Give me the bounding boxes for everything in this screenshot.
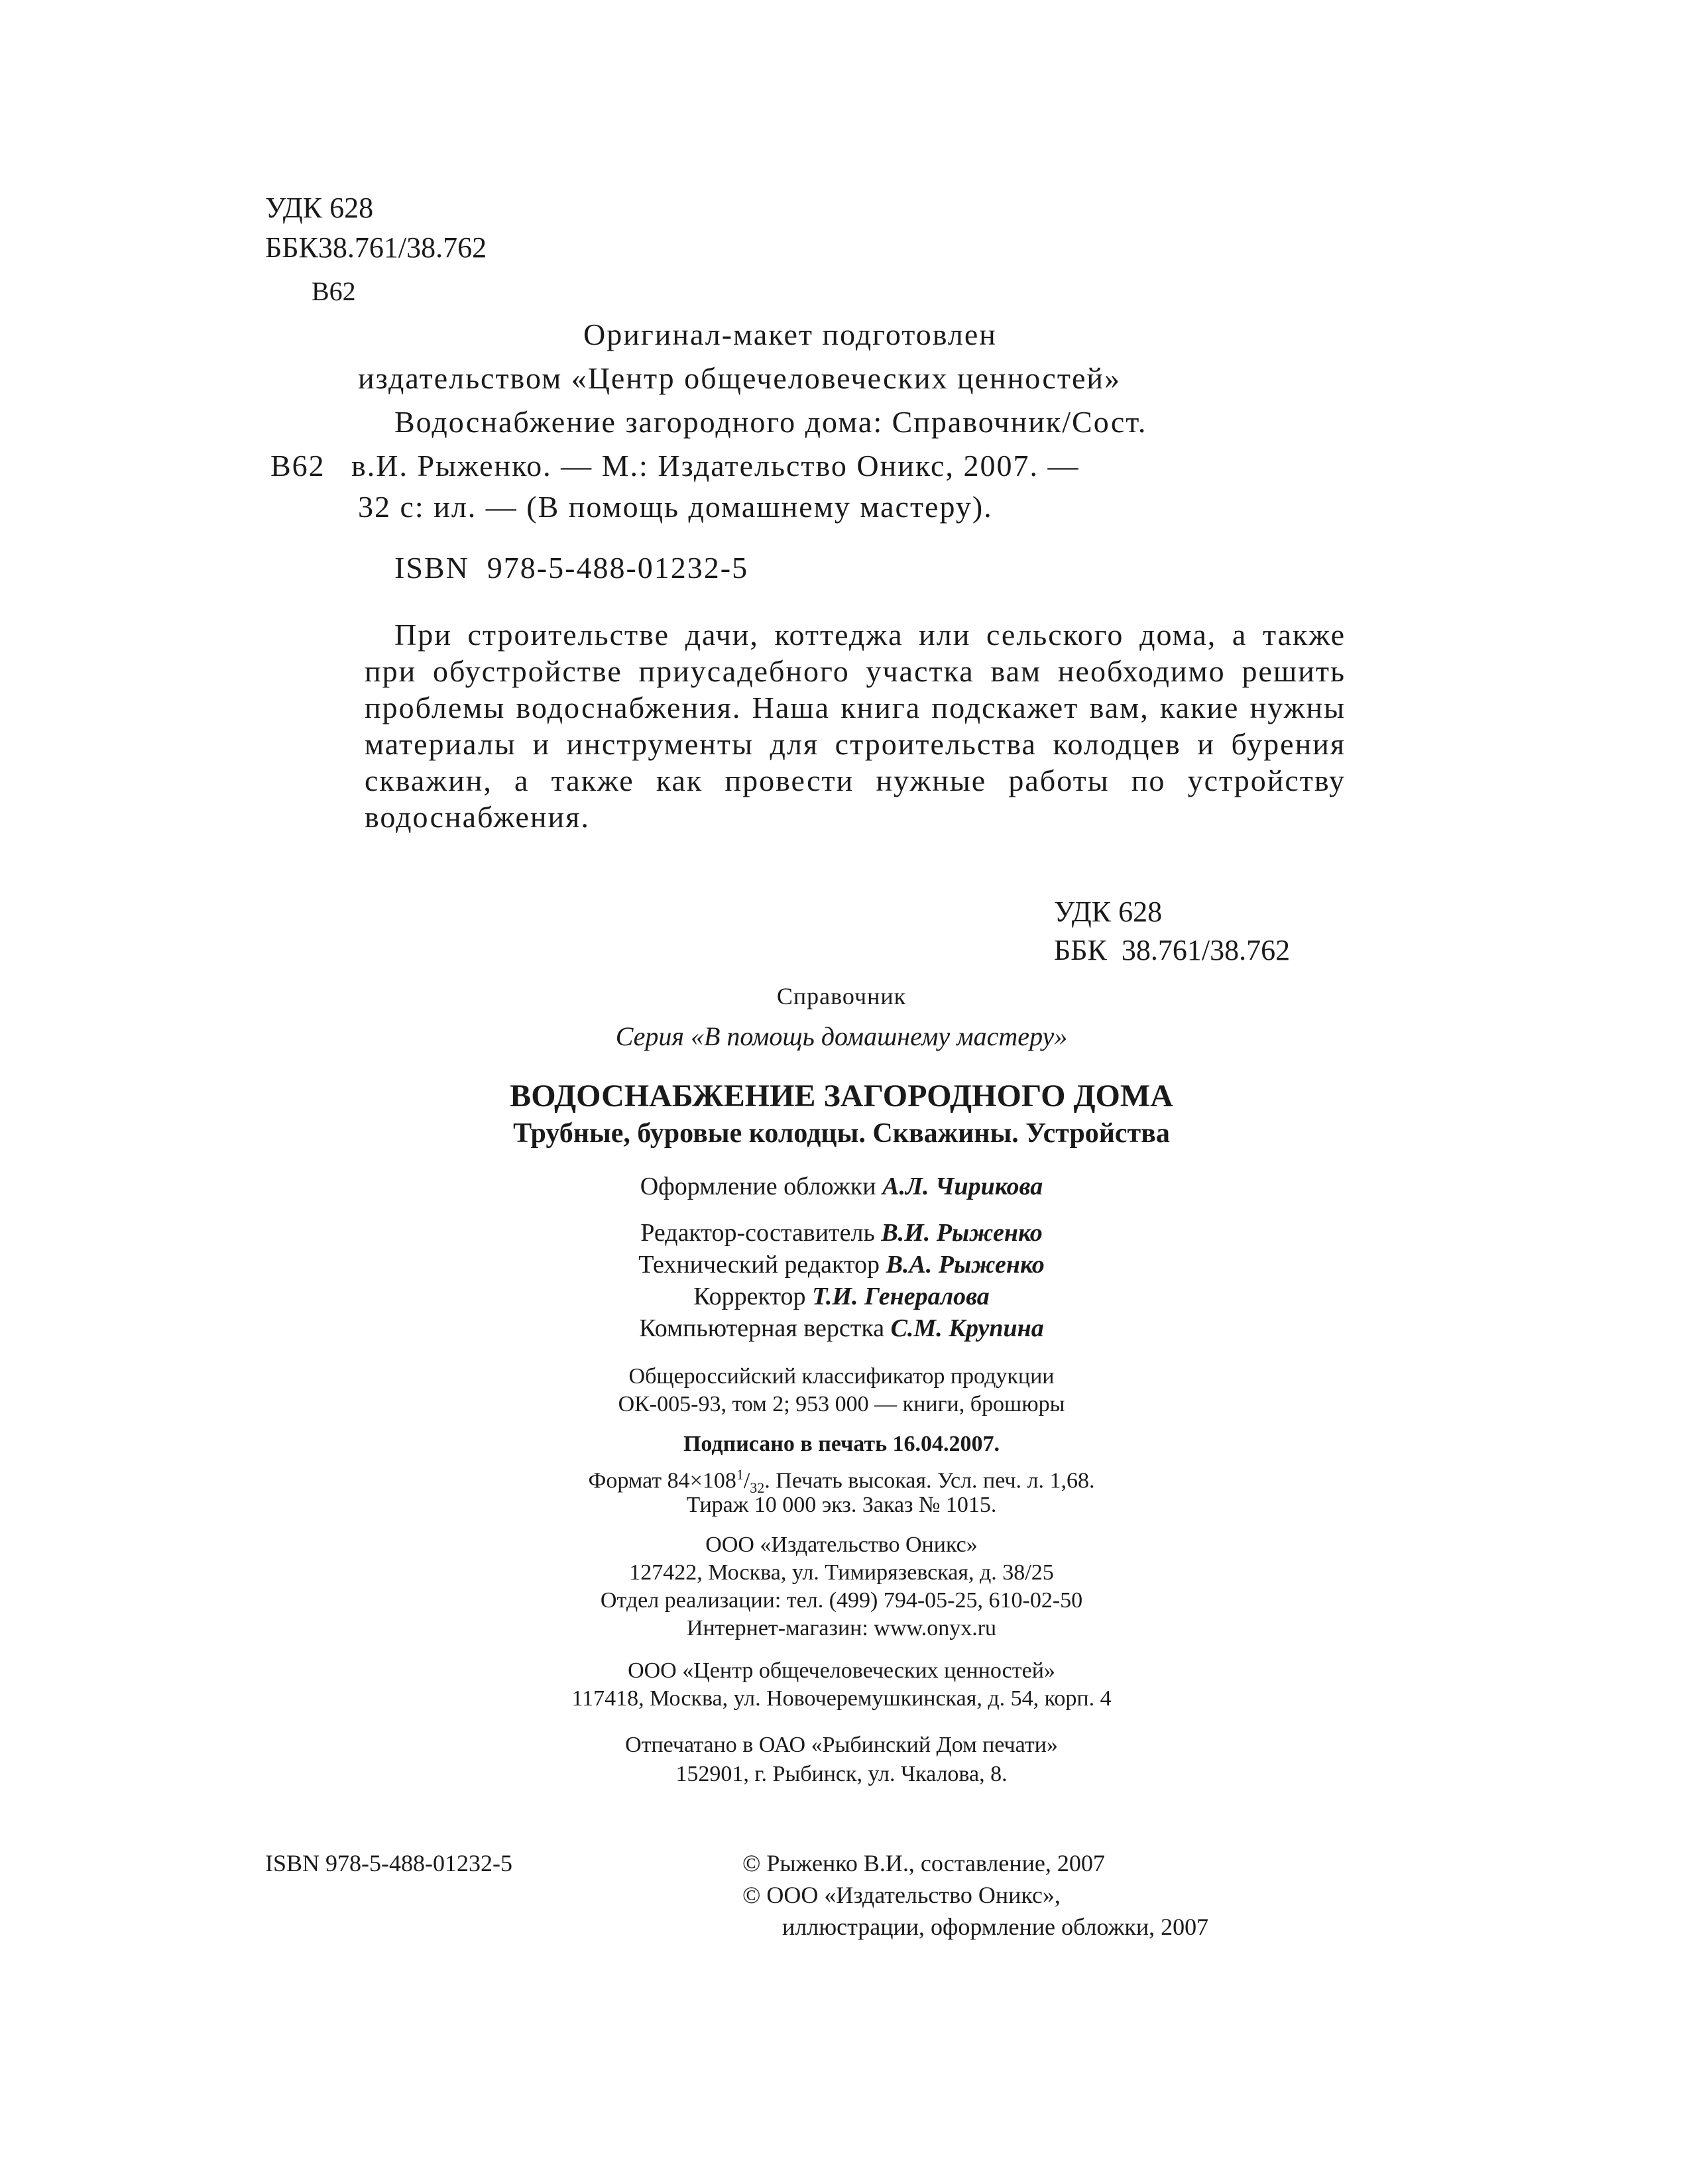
credit-cover-role: Оформление обложки [640,1173,876,1200]
publisher2-line-1: ООО «Центр общечеловеческих ценностей» [628,1658,1055,1683]
copyright-line-1: © Рыженко В.И., составление, 2007 [742,1850,1105,1876]
bbk-code-right: ББК 38.761/38.762 [1054,934,1291,966]
udk-code-top: УДК 628 [265,192,374,224]
credit-editor-role: Редактор-составитель [640,1219,875,1247]
credit-proofreader-role: Корректор [693,1283,806,1310]
biblio-line-3: 32 с: ил. — (В помощь домашнему мастеру). [358,490,993,524]
format-frac-num: 1 [736,1466,744,1483]
credit-tech-editor-role: Технический редактор [638,1251,880,1279]
credit-editor [0,1217,1683,1249]
printer-line-1: Отпечатано в ОАО «Рыбинский Дом печати» [625,1733,1058,1757]
format-rest: . Печать высокая. Усл. печ. л. 1,68. [764,1468,1095,1493]
printer-line-2: 152901, г. Рыбинск, ул. Чкалова, 8. [675,1762,1008,1786]
biblio-mark: В62 [270,449,325,483]
credit-proofreader-name: Т.И. Генералова [812,1283,990,1310]
udk-code-right: УДК 628 [1054,895,1163,928]
credit-cover [0,1171,1683,1202]
footer-isbn: ISBN 978-5-488-01232-5 [265,1850,512,1876]
format-frac-den: 32 [750,1479,765,1497]
credit-tech-editor-name: В.А. Рыженко [886,1251,1045,1279]
credit-tech-editor [0,1249,1683,1281]
author-mark-top: В62 [312,276,356,306]
biblio-line-2: в.И. Рыженко. — М.: Издательство Оникс, 2007. — [351,449,1080,483]
credit-proofreader [0,1281,1683,1312]
bbk-code-top: ББК38.761/38.762 [265,231,487,264]
credit-editor-name: В.И. Рыженко [881,1219,1043,1247]
genre-label: Справочник [776,983,907,1009]
publisher1-line-4: Интернет-магазин: www.onyx.ru [686,1616,997,1640]
isbn-annotation: ISBN 978-5-488-01232-5 [394,551,749,585]
book-subtitle: Трубные, буровые колодцы. Скважины. Устройства [513,1118,1170,1149]
publisher1-line-2: 127422, Москва, ул. Тимирязевская, д. 38/25 [629,1560,1054,1585]
abstract-paragraph: При строительстве дачи, коттеджа или сельского дома, а также при обустройстве приусадебного участка вам необходимо решить проблемы водоснабжения. Наша книга подскажет вам, какие нужны материалы и инструменты для строительства колодцев и бурения скважин, а также как провести нужные работы по устройству водоснабжения. [365,618,1346,834]
prepared-line-2: издательством «Центр общечеловеческих ценностей» [358,361,1121,395]
book-title: ВОДОСНАБЖЕНИЕ ЗАГОРОДНОГО ДОМА [510,1078,1173,1114]
signed-to-print: Подписано в печать 16.04.2007. [683,1432,1000,1456]
copyright-line-2: © ООО «Издательство Оникс», [742,1882,1061,1908]
circulation-line: Тираж 10 000 экз. Заказ № 1015. [686,1493,997,1517]
prepared-line-1: Оригинал-макет подготовлен [583,317,997,351]
publisher1-line-1: ООО «Издательство Оникс» [705,1532,978,1557]
credit-cover-name: А.Л. Чирикова [882,1173,1043,1200]
credit-layout-name: С.М. Крупина [890,1314,1044,1342]
classifier-line-2: ОК-005-93, том 2; 953 000 — книги, брошюры [618,1392,1065,1416]
format-line: Формат $84\times 108^1/_{32}$. Печать высокая. Усл. печ. л. 1,68. [588,1466,1095,1497]
credit-layout [0,1312,1683,1344]
credit-layout-role: Компьютерная верстка [639,1314,885,1342]
series-label: Серия «В помощь домашнему мастеру» [615,1021,1068,1051]
copyright-line-3: иллюстрации, оформление обложки, 2007 [782,1914,1209,1940]
biblio-line-1: Водоснабжение загородного дома: Справочник/Сост. [394,405,1147,439]
publisher2-line-2: 117418, Москва, ул. Новочеремушкинская, д. 54, корп. 4 [571,1686,1112,1711]
format-prefix: Формат 84×108 [588,1468,736,1493]
publisher1-line-3: Отдел реализации: тел. (499) 794-05-25, 610-02-50 [600,1588,1083,1613]
classifier-line-1: Общероссийский классификатор продукции [628,1364,1055,1389]
